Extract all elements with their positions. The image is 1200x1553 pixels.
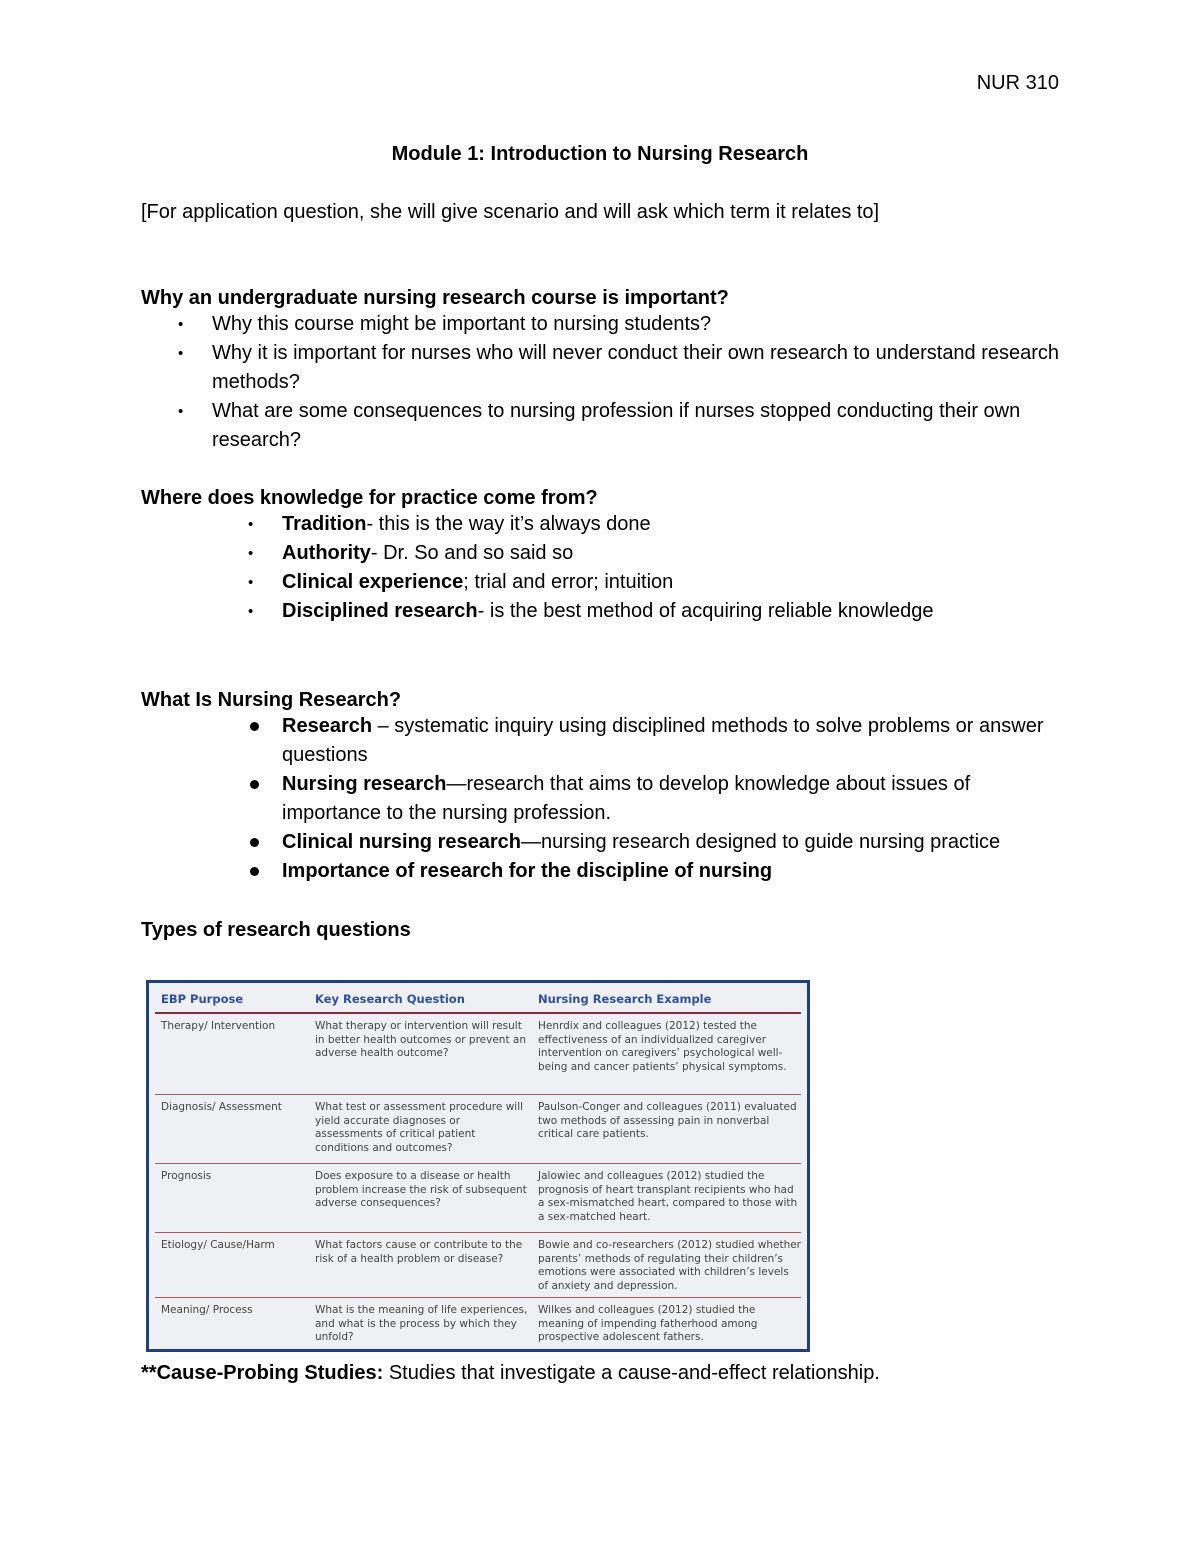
course-code: NUR 310 — [976, 72, 1059, 94]
table-cell: Does exposure to a disease or health problem increase the risk of subsequent adverse consequences? — [315, 1170, 527, 1209]
bullet-icon: • — [178, 316, 184, 333]
table-row — [155, 1014, 801, 1095]
cause-probing-term: **Cause-Probing Studies: — [141, 1362, 384, 1384]
table-row — [155, 1095, 801, 1164]
table-row — [155, 1298, 801, 1348]
bullet-icon: • — [248, 603, 254, 620]
table-cell: Diagnosis/ Assessment — [161, 1101, 282, 1113]
table-header-cell: EBP Purpose — [161, 992, 244, 1006]
table-cell: What is the meaning of life experiences, and what is the process by which they unfold? — [315, 1304, 528, 1343]
table-cell: Wilkes and colleagues (2012) studied the meaning of impending fatherhood among prospective adolescent fathers. — [538, 1304, 758, 1343]
bullet-icon: • — [248, 516, 254, 533]
bullet-icon: • — [248, 545, 254, 562]
list-item: • Tradition- this is the way it’s always done — [282, 510, 1061, 539]
section-knowledge-sources — [141, 487, 1061, 626]
list-item: • Why this course might be important to nursing students? — [212, 310, 1061, 339]
section-heading-question-types: Types of research questions — [141, 919, 411, 941]
table-cell: Bowie and co-researchers (2012) studied whether parents’ methods of regulating their children’s emotions were associated with children’s levels of anxiety and depression. — [538, 1239, 802, 1292]
table-cell: Henrdix and colleagues (2012) tested the effectiveness of an individualized caregiver intervention on caregivers’ psychological well-being and cancer patients’ physical symptoms. — [538, 1020, 787, 1073]
research-questions-table — [146, 980, 810, 1352]
bullet-icon — [250, 780, 259, 789]
list-item: • Disciplined research- is the best method of acquiring reliable knowledge — [282, 597, 1061, 626]
bullet-icon: • — [178, 345, 184, 362]
bullet-icon — [250, 722, 259, 731]
table-header-cell: Key Research Question — [315, 992, 465, 1006]
section-nursing-research — [141, 689, 1061, 886]
list-item: • What are some consequences to nursing profession if nurses stopped conducting their own research? — [212, 397, 1061, 455]
table-cell: Etiology/ Cause/Harm — [161, 1239, 275, 1251]
bullet-icon: • — [178, 403, 184, 420]
table-cell: Meaning/ Process — [161, 1304, 253, 1316]
cause-probing-note — [141, 1362, 880, 1385]
list-item: Research – systematic inquiry using disciplined methods to solve problems or answer questions — [282, 712, 1061, 770]
bullet-icon — [250, 867, 259, 876]
section-heading: Why an undergraduate nursing research course is important? — [141, 287, 729, 309]
table-body — [155, 986, 801, 1348]
section-heading: What Is Nursing Research? — [141, 689, 402, 711]
list-item: Nursing research—research that aims to develop knowledge about issues of importance to the nursing profession. — [282, 770, 1061, 828]
table-cell: Therapy/ Intervention — [161, 1020, 276, 1032]
list-item: Importance of research for the discipline of nursing — [282, 857, 1061, 886]
knowledge-list — [248, 510, 1061, 626]
importance-list — [178, 310, 1061, 455]
table-cell: Prognosis — [161, 1170, 212, 1182]
list-item: Clinical nursing research—nursing research designed to guide nursing practice — [282, 828, 1061, 857]
definitions-list — [282, 712, 1061, 886]
page-title: Module 1: Introduction to Nursing Research — [391, 143, 809, 165]
list-item: • Why it is important for nurses who will never conduct their own research to understand research methods? — [212, 339, 1061, 397]
table-cell: Jalowiec and colleagues (2012) studied the prognosis of heart transplant recipients who had a sex-mismatched heart, compared to those with a sex-matched heart. — [538, 1170, 798, 1223]
list-item: • Authority- Dr. So and so said so — [282, 539, 1061, 568]
cause-probing-definition: Studies that investigate a cause-and-effect relationship. — [383, 1362, 880, 1384]
table-cell: What factors cause or contribute to the risk of a health problem or disease? — [315, 1239, 523, 1265]
table-header-row — [155, 986, 801, 1014]
bullet-icon: • — [248, 574, 254, 591]
list-item: • Clinical experience; trial and error; intuition — [282, 568, 1061, 597]
table-cell: What test or assessment procedure will yield accurate diagnoses or assessments of critical patient conditions and outcomes? — [315, 1101, 524, 1154]
table-cell: Paulson-Conger and colleagues (2011) evaluated two methods of assessing pain in nonverbal critical care patients. — [538, 1101, 797, 1140]
bullet-icon — [250, 838, 259, 847]
application-note: [For application question, she will give scenario and will ask which term it relates to] — [141, 201, 880, 223]
section-importance — [141, 287, 1061, 455]
table-row — [155, 1164, 801, 1233]
table-cell: What therapy or intervention will result in better health outcomes or prevent an adverse health outcome? — [315, 1020, 527, 1059]
table-header-cell: Nursing Research Example — [538, 992, 712, 1006]
table-row — [155, 1233, 801, 1298]
section-heading: Where does knowledge for practice come from? — [141, 487, 598, 509]
